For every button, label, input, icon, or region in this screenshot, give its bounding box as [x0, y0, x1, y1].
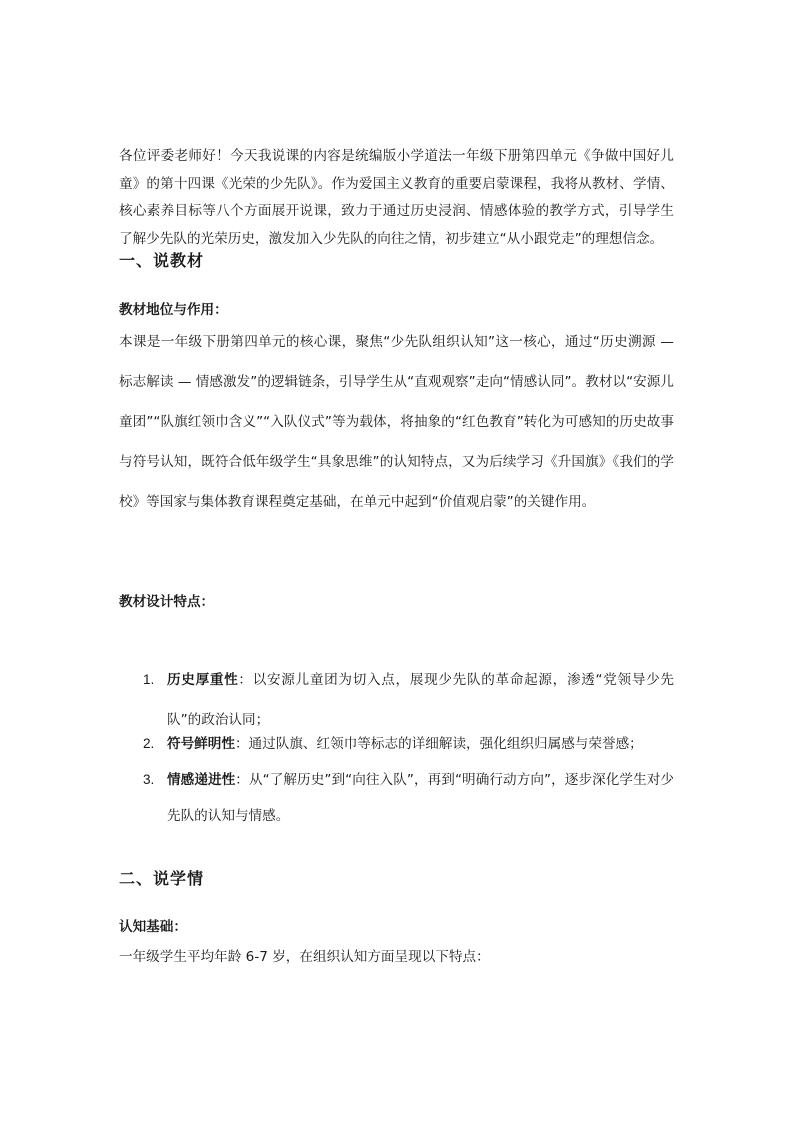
intro-paragraph: 各位评委老师好！今天我说课的内容是统编版小学道法一年级下册第四单元《争做中国好儿童》的第十四课《光荣的少先队》。作为爱国主义教育的重要启蒙课程，我将从教材、学情、核心素养目标等八个方面展开说课，致力于通过历史浸润、情感体验的教学方式，引导学生了解少先队的光荣历史，激发加入少先队的向往之情，初步建立“从小跟党走”的理想信念。 — [119, 148, 674, 247]
cognitive-basis-heading: 认知基础： — [119, 919, 187, 935]
section-title-students: 二、说学情 — [119, 869, 205, 888]
list-item — [119, 660, 674, 740]
list-item-number: 2. — [143, 736, 155, 751]
textbook-features-heading: 教材设计特点： — [119, 594, 215, 610]
list-item-text: ：通过队旗、红领巾等标志的详细解读，强化组织归属感与荣誉感； — [234, 736, 643, 752]
textbook-position-paragraph: 本课是一年级下册第四单元的核心课，聚焦“少先队组织认知”这一核心，通过“历史溯源 — 标志解读 — 情感激发”的逻辑链条，引导学生从“直观观察”走向“情感认同”。教材以“安源儿童团”“队旗红领巾含义”“入队仪式”等为载体，将抽象的“红色教育”转化为可感知的历史故事与符号认知，既符合低年级学生“具象思维”的认知特点，又为后续学习《升国旗》《我们的学校》等国家与集体教育课程奠定基础，在单元中起到“价值观启蒙”的关键作用。 — [119, 334, 674, 510]
list-item-number: 1. — [143, 672, 155, 687]
textbook-position-heading: 教材地位与作用： — [119, 302, 228, 318]
list-item-label: 历史厚重性 — [167, 672, 239, 688]
list-item — [119, 762, 674, 834]
list-item-text: ：从“了解历史”到“向往入队”，再到“明确行动方向”，逐步深化学生对少先队的认知与情感。 — [167, 772, 674, 824]
list-item-text: ：以安源儿童团为切入点，展现少先队的革命起源，渗透“党领导少先队”的政治认同； — [167, 672, 674, 728]
list-item — [119, 734, 674, 754]
cognitive-basis-paragraph: 一年级学生平均年龄 6-7 岁，在组织认知方面呈现以下特点： — [119, 949, 490, 965]
list-item-number: 3. — [143, 772, 155, 787]
textbook-features-list — [119, 660, 674, 834]
list-item-label: 情感递进性 — [167, 772, 236, 788]
list-item-label: 符号鲜明性 — [167, 736, 235, 752]
section-title-textbook: 一、说教材 — [119, 251, 205, 270]
